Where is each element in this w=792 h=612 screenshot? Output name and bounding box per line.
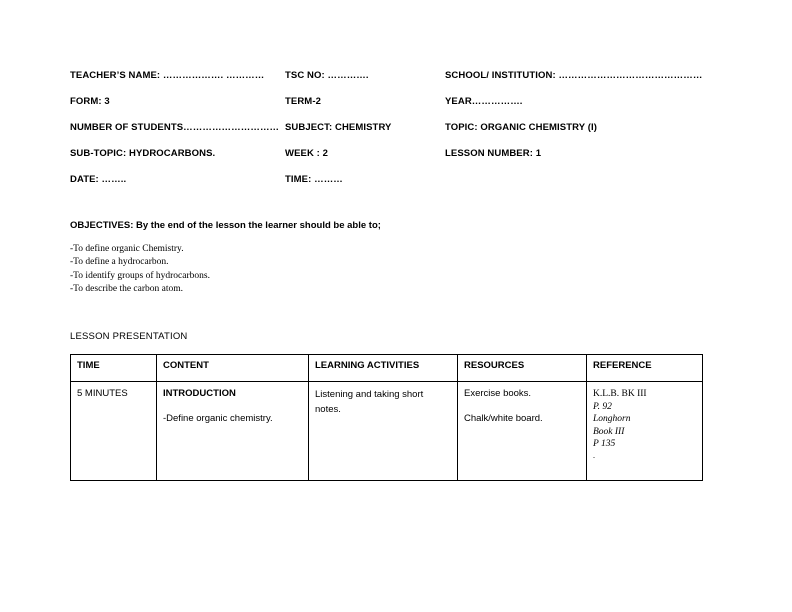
activity-line: Listening and taking short <box>315 388 424 400</box>
reference-line: Longhorn <box>593 414 631 425</box>
document-content <box>70 70 720 481</box>
subject-label: SUBJECT: CHEMISTRY <box>285 122 392 133</box>
objective-item: -To describe the carbon atom. <box>70 284 184 295</box>
objective-item: -To define a hydrocarbon. <box>70 257 169 268</box>
header-row-5 <box>70 174 720 200</box>
reference-line: . <box>593 451 595 461</box>
header-row-3 <box>70 122 720 148</box>
teacher-name-label: TEACHER’S NAME: ………………. ………… <box>70 70 265 81</box>
column-header-time: TIME <box>71 354 157 381</box>
objective-item: -To identify groups of hydrocarbons. <box>70 270 210 281</box>
resource-line: Chalk/white board. <box>464 412 543 424</box>
term-label: TERM-2 <box>285 96 321 107</box>
objectives-list <box>70 243 720 297</box>
objective-item: -To define organic Chemistry. <box>70 244 184 254</box>
school-institution-label: SCHOOL/ INSTITUTION: ……………………………………… <box>445 70 703 81</box>
table-row <box>71 381 703 480</box>
lesson-number-label: LESSON NUMBER: 1 <box>445 148 542 159</box>
cell-learning-activities <box>309 381 458 480</box>
cell-content-title: INTRODUCTION <box>163 387 236 399</box>
cell-reference <box>587 381 703 480</box>
date-label: DATE: …….. <box>70 174 127 185</box>
header-row-2 <box>70 96 720 122</box>
cell-resources <box>458 381 587 480</box>
reference-line: P 135 <box>593 439 616 450</box>
form-label: FORM: 3 <box>70 96 110 107</box>
cell-time: 5 MINUTES <box>71 381 157 480</box>
objectives-label: OBJECTIVES <box>70 220 131 231</box>
reference-line: P. 92 <box>593 401 612 412</box>
header-row-1 <box>70 70 720 96</box>
table-header-row <box>71 354 703 381</box>
year-label: YEAR……………. <box>445 96 523 107</box>
objectives-lead: : By the end of the lesson the learner should be able to; <box>130 220 381 231</box>
week-label: WEEK : 2 <box>285 148 329 159</box>
time-label: TIME: ……… <box>285 174 343 185</box>
activity-line: notes. <box>315 403 341 415</box>
cell-content <box>157 381 309 480</box>
lesson-presentation-table <box>70 354 703 481</box>
objectives-heading <box>70 220 720 231</box>
lesson-presentation-heading: LESSON PRESENTATION <box>70 330 188 342</box>
column-header-learning-activities: LEARNING ACTIVITIES <box>309 354 458 381</box>
topic-label: TOPIC: ORGANIC CHEMISTRY (I) <box>445 122 597 133</box>
reference-line: Book III <box>593 426 625 437</box>
header-row-4 <box>70 148 720 174</box>
column-header-reference: REFERENCE <box>587 354 703 381</box>
cell-content-sub: -Define organic chemistry. <box>163 412 273 424</box>
column-header-resources: RESOURCES <box>458 354 587 381</box>
sub-topic-label: SUB-TOPIC: HYDROCARBONS. <box>70 148 216 159</box>
number-of-students-label: NUMBER OF STUDENTS………………………… <box>70 122 280 133</box>
reference-line: K.L.B. BK III <box>593 388 647 399</box>
column-header-content: CONTENT <box>157 354 309 381</box>
resource-line: Exercise books. <box>464 387 532 399</box>
tsc-no-label: TSC NO: …………. <box>285 70 369 81</box>
